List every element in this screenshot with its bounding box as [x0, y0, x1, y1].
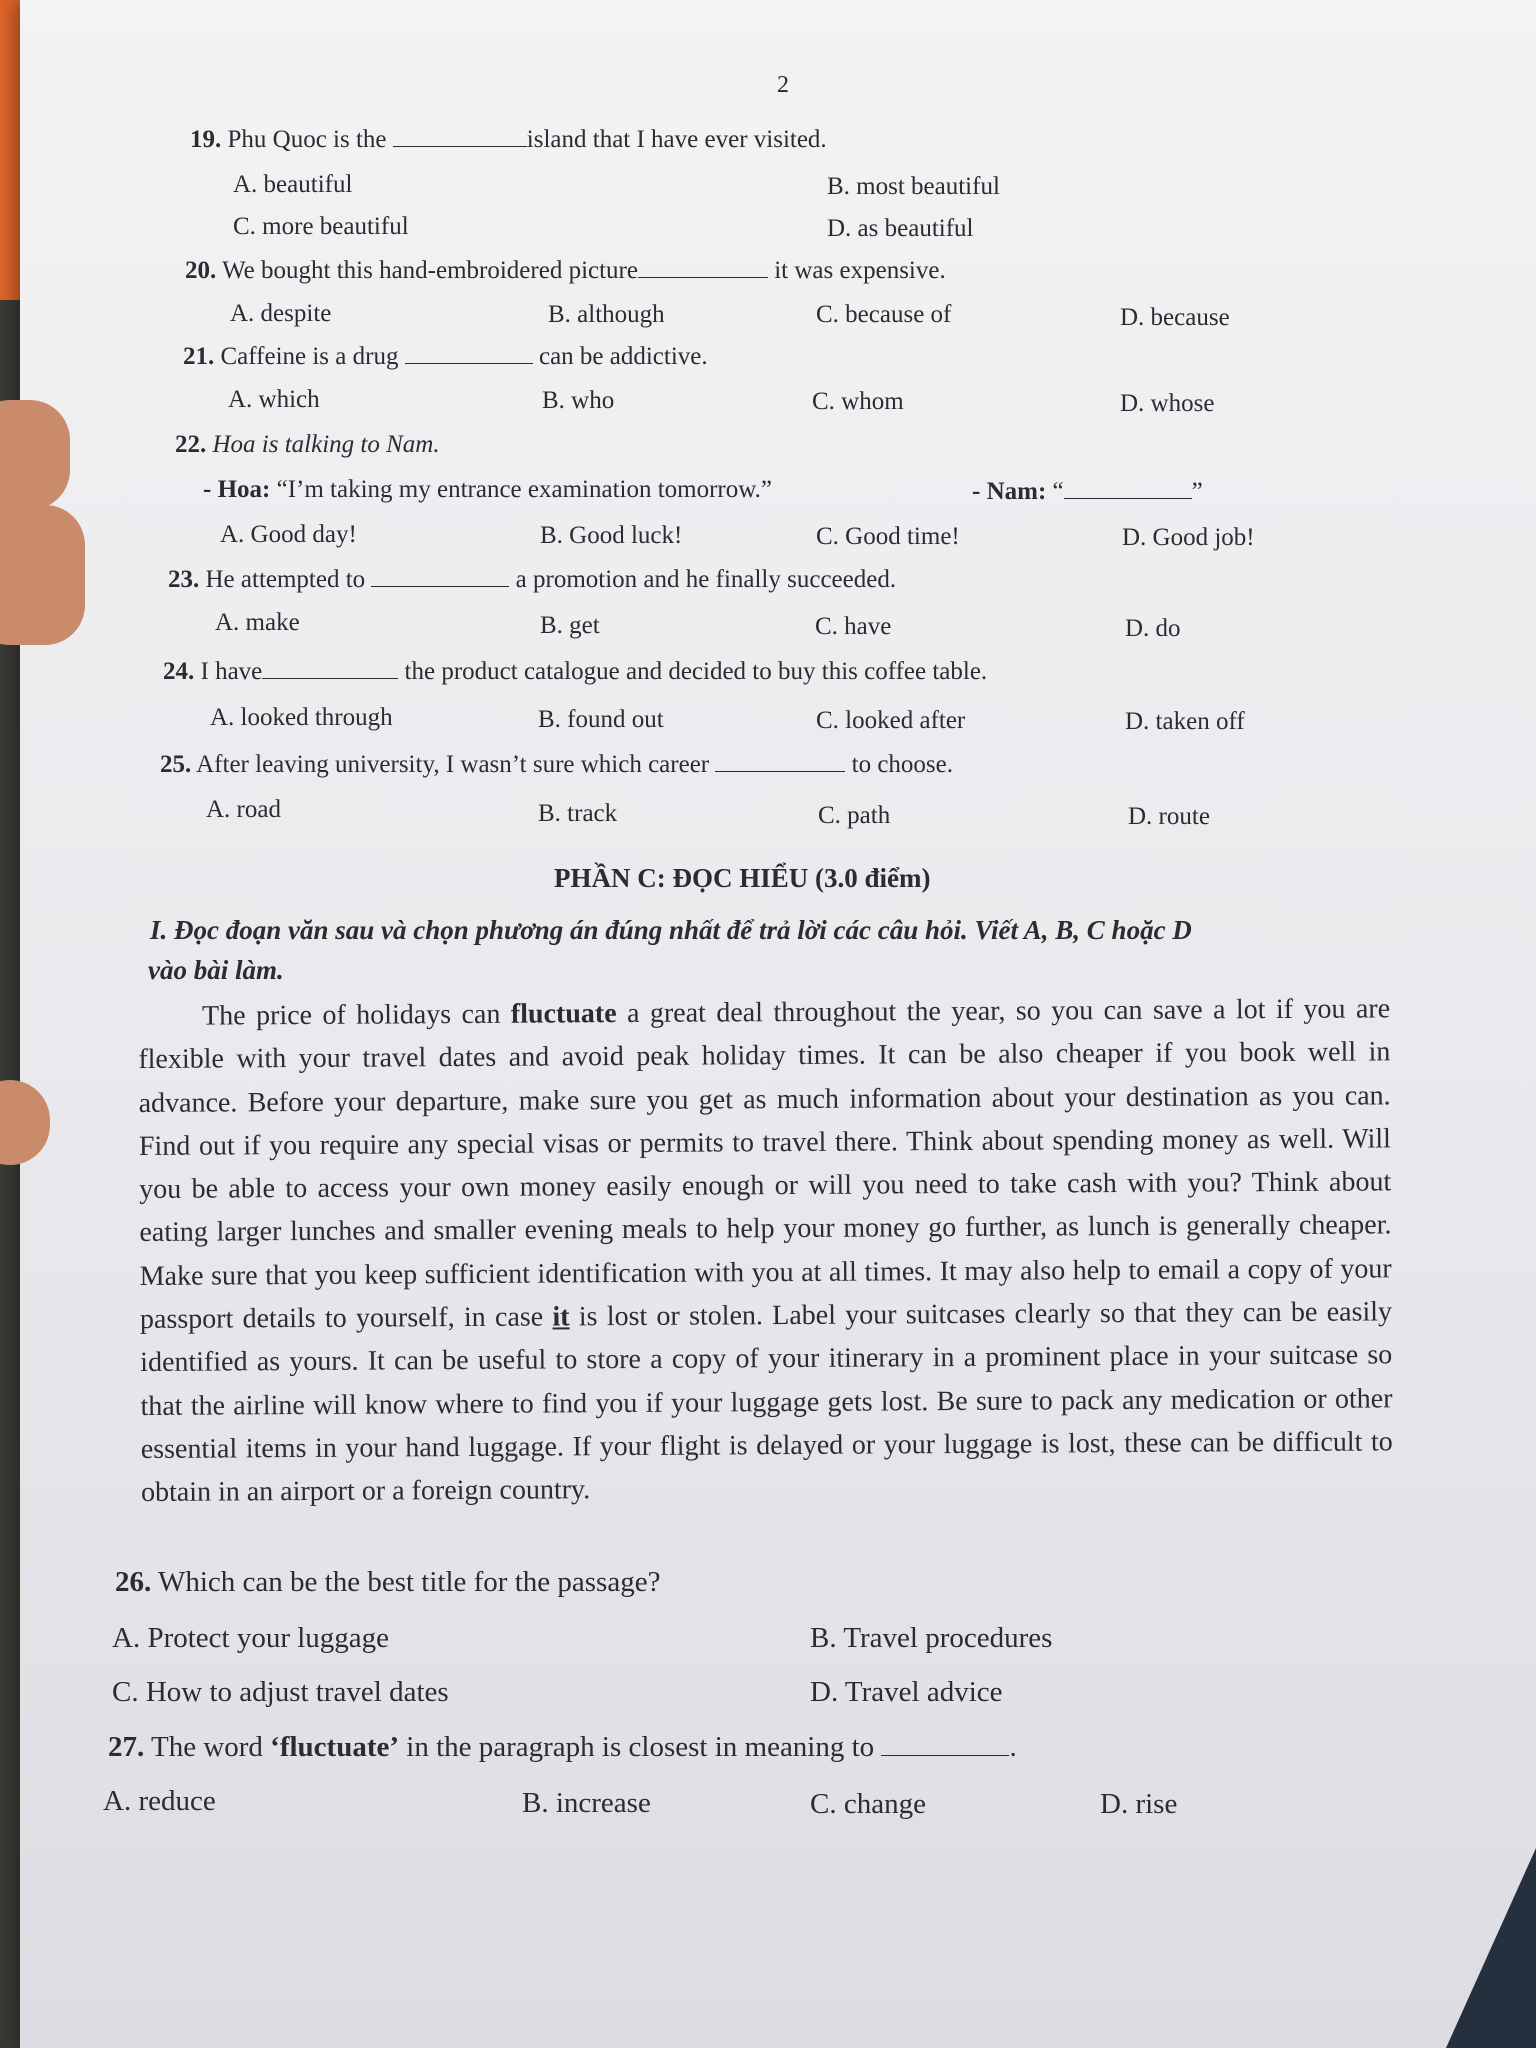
option-d: D. because: [1120, 304, 1230, 331]
option-c: C. more beautiful: [233, 213, 409, 240]
question-number: 21.: [183, 343, 215, 370]
question-number: 25.: [160, 751, 192, 778]
option-b: B. most beautiful: [827, 173, 1000, 200]
highlighted-word-fluctuate: fluctuate: [510, 998, 617, 1030]
option-d: D. whose: [1120, 390, 1215, 417]
option-b: B. who: [542, 387, 615, 414]
instruction-line-2: vào bài làm.: [148, 955, 284, 985]
reading-passage: The price of holidays can fluctuate a great deal throughout the year, so you can save a lot if you are flexible with your travel dates and avoid peak holiday times. It can be also cheaper if you book well in advance. Before your departure, make sure you get as much information about your destination as you can. Find out if you require any special visas or permits to travel there. Think about spending money as well. Will you be able to access your own money easily enough or will you need to take cash with you? Think about eating larger lunches and smaller evening meals to help your money go further, as lunch is generally cheaper. Make sure that you keep sufficient identification with you at all times. It may also help to email a copy of your passport details to yourself, in case it is lost or stolen. Label your suitcases clearly so that they can be easily identified as yours. It can be useful to store a copy of your itinerary in a prominent place in your suitcase so that the airline will know where to find you if your luggage gets lost. Be sure to pack any medication or other essential items in your hand luggage. If your flight is delayed or your luggage is lost, these can be difficult to obtain in an airport or a foreign country.: [138, 993, 1393, 1509]
option-c: C. looked after: [816, 707, 966, 734]
option-d: D. Travel advice: [810, 1676, 1003, 1708]
option-a: A. Protect your luggage: [112, 1622, 390, 1654]
option-a: A. road: [206, 796, 281, 823]
option-c: C. change: [810, 1788, 926, 1820]
dialog-hoa: - Hoa: “I’m taking my entrance examination tomorrow.”: [203, 476, 773, 503]
question-21: 21. Caffeine is a drug can be addictive.: [183, 343, 708, 370]
option-c: C. path: [818, 802, 891, 829]
answer-blank: [371, 566, 509, 587]
question-19: 19. Phu Quoc is the island that I have ever visited.: [190, 126, 827, 153]
question-26: 26. Which can be the best title for the passage?: [115, 1566, 661, 1598]
section-heading: PHẦN C: ĐỌC HIỂU (3.0 điểm): [554, 863, 931, 893]
question-24: 24. I have the product catalogue and decided to buy this coffee table.: [163, 658, 988, 685]
dialog-nam: - Nam: “ ”: [972, 478, 1203, 505]
question-number: 24.: [163, 658, 195, 685]
question-number: 27.: [108, 1731, 145, 1763]
option-a: A. make: [215, 609, 300, 636]
answer-blank: [715, 751, 845, 772]
option-b: B. track: [538, 800, 618, 827]
option-a: A. looked through: [210, 704, 393, 731]
instruction-line-1: I. Đọc đoạn văn sau và chọn phương án đúng nhất để trả lời các câu hỏi. Viết A, B, C hoặc D: [150, 915, 1192, 945]
finger: [0, 505, 85, 645]
option-c: C. because of: [816, 301, 952, 328]
underlined-word-it: it: [552, 1301, 570, 1333]
option-d: D. rise: [1100, 1788, 1178, 1820]
option-a: A. Good day!: [220, 521, 357, 548]
question-20: 20. We bought this hand-embroidered picture it was expensive.: [185, 257, 946, 284]
option-a: A. reduce: [103, 1785, 216, 1817]
answer-blank: [393, 126, 527, 147]
question-23: 23. He attempted to a promotion and he finally succeeded.: [168, 566, 897, 593]
question-27: 27. The word ‘fluctuate’ in the paragraph is closest in meaning to .: [108, 1731, 1017, 1763]
answer-blank: [638, 257, 768, 278]
question-number: 19.: [190, 126, 222, 153]
answer-blank: [262, 658, 398, 679]
option-d: D. route: [1128, 803, 1210, 830]
page-number: 2: [777, 72, 789, 98]
option-a: A. beautiful: [233, 171, 353, 198]
option-c: C. have: [815, 613, 892, 640]
question-25: 25. After leaving university, I wasn’t sure which career to choose.: [160, 751, 954, 778]
option-a: A. which: [228, 386, 320, 413]
option-a: A. despite: [230, 300, 332, 327]
answer-blank: [881, 1735, 1009, 1756]
option-d: D. do: [1125, 615, 1181, 642]
question-22: 22. Hoa is talking to Nam.: [175, 431, 440, 458]
option-b: B. Travel procedures: [810, 1622, 1053, 1654]
option-d: D. Good job!: [1122, 524, 1255, 551]
option-b: B. found out: [538, 706, 664, 733]
question-number: 23.: [168, 566, 200, 593]
option-d: D. as beautiful: [827, 215, 974, 242]
exam-paper: [20, 0, 1536, 2048]
option-b: B. increase: [522, 1787, 651, 1819]
option-c: C. How to adjust travel dates: [112, 1676, 449, 1708]
answer-blank: [405, 343, 533, 364]
option-b: B. Good luck!: [540, 522, 683, 549]
option-b: B. get: [540, 612, 600, 639]
option-c: C. whom: [812, 388, 904, 415]
option-d: D. taken off: [1125, 708, 1245, 735]
option-c: C. Good time!: [816, 523, 960, 550]
answer-blank: [1064, 478, 1192, 499]
finger: [0, 400, 70, 510]
option-b: B. although: [548, 301, 665, 328]
question-number: 26.: [115, 1566, 152, 1598]
question-number: 22.: [175, 431, 207, 458]
question-number: 20.: [185, 257, 217, 284]
